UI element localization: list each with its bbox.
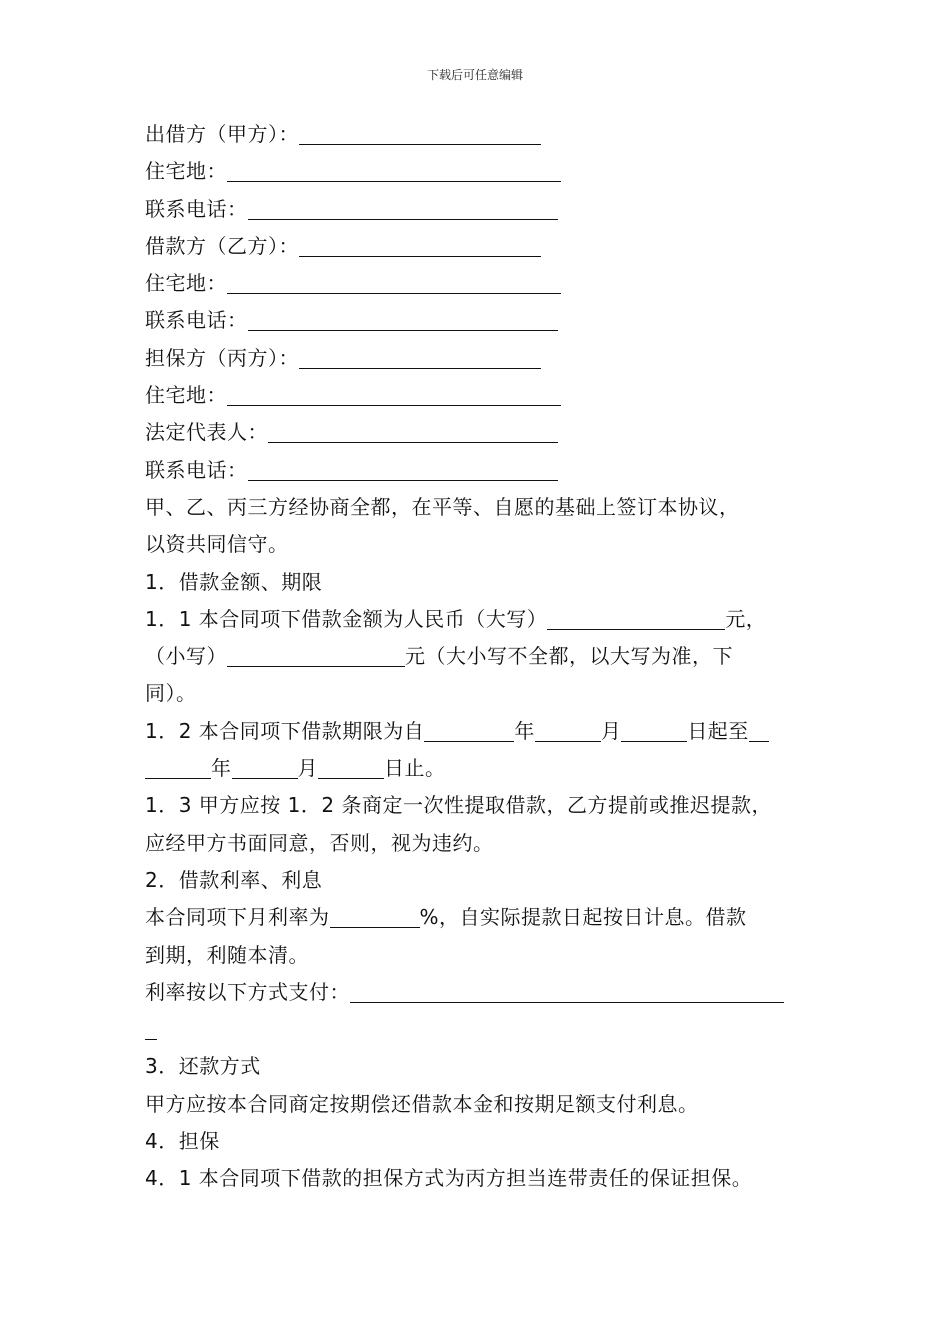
intro-line-2: 以资共同信守。 (145, 532, 289, 557)
start-year-label: 年 (514, 718, 535, 743)
guarantor-line (145, 340, 810, 377)
clause-1-2-line-2 (145, 750, 810, 787)
payment-method-blank-cont[interactable] (145, 1013, 157, 1040)
lender-address-label: 住宅地： (145, 159, 227, 184)
borrower-label: 借款方（乙方）： (145, 233, 299, 258)
guarantor-rep-label: 法定代表人： (145, 420, 268, 445)
end-year-blank-start[interactable] (749, 715, 769, 742)
rate-text-a: 本合同项下月利率为 (145, 905, 330, 930)
payment-method-line (145, 974, 810, 1011)
section-4-title: 4．担保 (145, 1129, 220, 1154)
guarantor-phone-label: 联系电话： (145, 457, 248, 482)
lender-label: 出借方（甲方）： (145, 122, 299, 146)
clause-1-1-line-2 (145, 638, 810, 675)
section-2-title: 2．借款利率、利息 (145, 867, 323, 892)
start-month-label: 月 (600, 718, 622, 743)
start-day-blank[interactable] (621, 715, 687, 742)
clause-1-2-line-1 (145, 713, 810, 750)
rate-text-b: %，自实际提款日起按日计息。借款 (419, 905, 747, 930)
intro-line-1: 甲、乙、丙三方经协商全都，在平等、自愿的基础上签订本协议， (145, 494, 740, 519)
guarantor-phone-line (145, 452, 810, 489)
page-header: 下载后可任意编辑 (426, 68, 523, 82)
start-month-blank[interactable] (535, 715, 601, 742)
guarantor-label: 担保方（丙方）： (145, 345, 299, 370)
borrower-blank[interactable] (299, 230, 541, 257)
clause-1-2-text: 1．2 本合同项下借款期限为自 (145, 718, 425, 743)
lender-address-blank[interactable] (227, 155, 561, 182)
lender-line (145, 116, 810, 153)
clause-1-1-text-c: （小写） (145, 644, 227, 669)
end-year-label: 年 (211, 756, 232, 781)
lender-phone-line (145, 191, 810, 228)
section-1-title: 1．借款金额、期限 (145, 569, 323, 594)
clause-1-3-line-1: 1．3 甲方应按 1．2 条商定一次性提取借款，乙方提前或推迟提款， (145, 793, 772, 818)
guarantor-blank[interactable] (299, 342, 541, 369)
end-day-blank[interactable] (318, 752, 384, 779)
contract-body (145, 116, 810, 1198)
clause-4-1: 4．1 本合同项下借款的担保方式为丙方担当连带责任的保证担保。 (145, 1166, 753, 1191)
borrower-phone-blank[interactable] (248, 304, 558, 331)
lender-address-line (145, 153, 810, 190)
payment-method-line-2 (145, 1011, 810, 1048)
section-3-title: 3．还款方式 (145, 1054, 261, 1079)
rate-line-2: 到期，利随本清。 (145, 942, 309, 967)
guarantor-address-line (145, 377, 810, 414)
lender-phone-label: 联系电话： (145, 196, 248, 221)
guarantor-rep-line (145, 414, 810, 451)
guarantor-address-label: 住宅地： (145, 383, 227, 408)
borrower-phone-label: 联系电话： (145, 308, 248, 333)
end-month-label: 月 (297, 756, 318, 781)
borrower-address-label: 住宅地： (145, 271, 227, 296)
monthly-rate-blank[interactable] (330, 901, 420, 928)
amount-capital-blank[interactable] (547, 603, 725, 630)
lender-phone-blank[interactable] (248, 193, 558, 220)
end-day-label: 日止。 (384, 756, 446, 781)
payment-method-blank[interactable] (350, 976, 784, 1003)
rate-line-1 (145, 899, 810, 936)
clause-1-1-line-3: 同）。 (145, 681, 197, 706)
guarantor-rep-blank[interactable] (268, 416, 558, 443)
lender-blank[interactable] (299, 118, 541, 145)
amount-number-blank[interactable] (227, 640, 405, 667)
clause-1-1-text-a: 1．1 本合同项下借款金额为人民币（大写） (145, 606, 548, 631)
guarantor-phone-blank[interactable] (248, 454, 558, 481)
clause-1-1-text-d: 元（大小写不全都，以大写为准，下 (405, 644, 733, 669)
start-day-label: 日起至 (687, 718, 749, 743)
end-month-blank[interactable] (232, 752, 298, 779)
borrower-phone-line (145, 302, 810, 339)
borrower-address-blank[interactable] (227, 267, 561, 294)
clause-1-1-line-1 (145, 601, 810, 638)
payment-method-label: 利率按以下方式支付： (145, 979, 350, 1004)
borrower-line (145, 228, 810, 265)
borrower-address-line (145, 265, 810, 302)
start-year-blank[interactable] (424, 715, 514, 742)
end-year-blank[interactable] (145, 752, 211, 779)
clause-1-3-line-2: 应经甲方书面同意，否则，视为违约。 (145, 830, 494, 855)
guarantor-address-blank[interactable] (227, 379, 561, 406)
section-3-text: 甲方应按本合同商定按期偿还借款本金和按期足额支付利息。 (145, 1091, 699, 1116)
clause-1-1-text-b: 元， (725, 606, 767, 631)
